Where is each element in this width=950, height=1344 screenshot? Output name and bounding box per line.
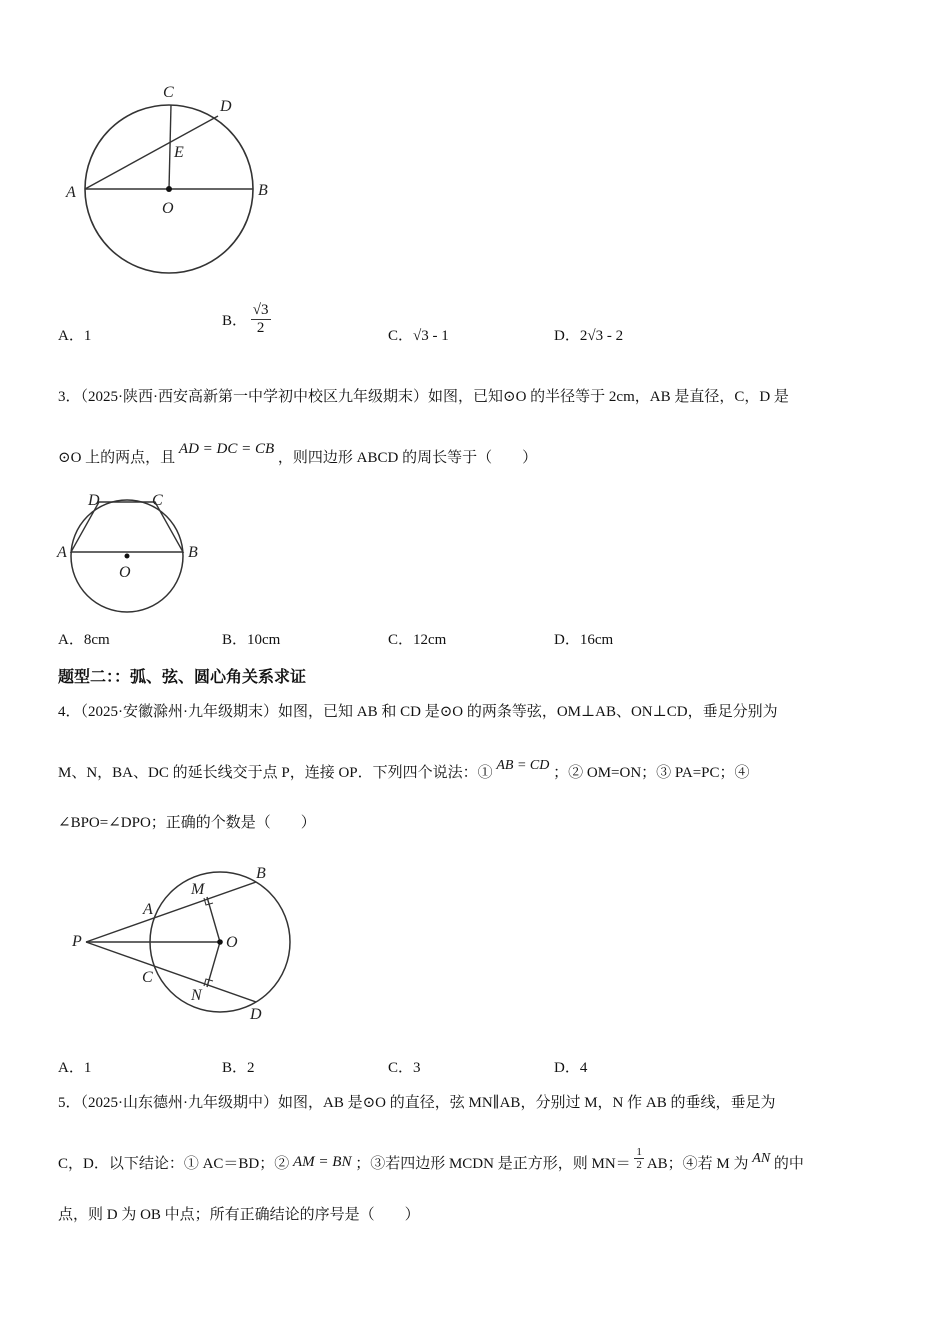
label-c: C <box>163 84 174 101</box>
q3-line1-text: 如图，已知⊙O 的半径等于 2cm，AB 是直径，C，D 是 <box>428 389 789 405</box>
fraction-numerator: 1 <box>636 1146 642 1159</box>
q4-line3 <box>58 811 316 832</box>
label-d: D <box>88 492 100 509</box>
q3-line2-a: ⊙O 上的两点，且 <box>58 450 176 466</box>
label-p: P <box>72 933 82 950</box>
q2-option-d-text: 2√3 - 2 <box>579 328 624 344</box>
label-b: B <box>258 182 268 199</box>
label-e: E <box>174 144 184 161</box>
q5-line1-text: 如图，AB 是⊙O 的直径，弦 MN∥AB，分别过 M，N 作 AB 的垂线，垂足为 <box>278 1095 776 1111</box>
fraction-denominator: 2 <box>636 1159 642 1172</box>
segment-oc <box>169 105 171 189</box>
q3-arc-expression: AD = DC = CB <box>178 441 275 457</box>
q3-line2-b: ，则四边形 ABCD 的周长等于（ ） <box>277 450 538 466</box>
q2-option-c <box>388 324 449 345</box>
q4-option-b-prefix: B． <box>222 1060 248 1076</box>
q4-option-a-prefix: A． <box>58 1060 84 1076</box>
q4-line2 <box>58 758 750 782</box>
q3-option-a-text: 8cm <box>83 632 110 648</box>
q4-option-b-text: 2 <box>247 1060 255 1076</box>
q5-arc-an: AN <box>752 1151 771 1166</box>
q4-option-c <box>388 1056 421 1077</box>
q4-option-a-text: 1 <box>83 1060 92 1076</box>
q3-line2 <box>58 441 538 467</box>
q5-line2-d: 的中 <box>773 1156 804 1172</box>
q4-arc-expression: AB = CD <box>496 758 550 773</box>
q4-line1 <box>58 700 778 721</box>
q5-line1 <box>58 1091 775 1112</box>
q3-option-b-text: 10cm <box>247 632 281 648</box>
q4-option-b <box>222 1056 255 1077</box>
q5-arc-expression: AM = BN <box>293 1154 352 1170</box>
q4-option-d <box>554 1056 587 1077</box>
q2-option-c-prefix: C． <box>388 328 414 344</box>
q3-option-a <box>58 628 110 649</box>
figure-equal-chords <box>68 860 303 1025</box>
q3-option-b <box>222 628 280 649</box>
q4-line2-a: M、N，BA、DC 的延长线交于点 P，连接 OP．下列四个说法：① <box>58 765 493 781</box>
label-n: N <box>191 987 202 1004</box>
q3-option-b-prefix: B． <box>222 632 248 648</box>
q2-option-a-prefix: A． <box>58 328 84 344</box>
figure-quadrilateral-abcd <box>55 485 215 620</box>
label-a: A <box>66 184 76 201</box>
label-b: B <box>256 865 266 882</box>
q4-option-c-text: 3 <box>413 1060 421 1076</box>
q2-option-b-prefix: B． <box>222 313 248 329</box>
q2-option-b <box>222 302 271 337</box>
q3-option-c <box>388 628 446 649</box>
q4-number: 4． <box>58 704 81 720</box>
center-dot <box>125 554 130 559</box>
section-title: 题型二：：弧、弦、圆心角关系求证 <box>58 667 307 686</box>
label-a: A <box>57 544 67 561</box>
q4-option-a <box>58 1056 91 1077</box>
q3-option-d-text: 16cm <box>579 632 614 648</box>
q4-line2-b: ；② OM=ON；③ PA=PC；④ <box>553 765 750 781</box>
q4-source: （2025·安徽滁州·九年级期末） <box>80 704 279 720</box>
q2-option-a-text: 1 <box>83 328 92 344</box>
q3-option-c-text: 12cm <box>413 632 447 648</box>
figure-circle-aedb <box>60 75 290 285</box>
center-dot <box>166 186 172 192</box>
q5-source: （2025·山东德州·九年级期中） <box>80 1095 279 1111</box>
q4-option-c-prefix: C． <box>388 1060 414 1076</box>
label-b: B <box>188 544 198 561</box>
q3-line1 <box>58 385 789 406</box>
q4-line3-text: ∠BPO=∠DPO；正确的个数是（ ） <box>58 815 316 831</box>
q3-option-d <box>554 628 613 649</box>
q4-option-d-prefix: D． <box>554 1060 580 1076</box>
label-d: D <box>250 1006 262 1023</box>
q2-option-a <box>58 324 91 345</box>
label-c: C <box>142 969 153 986</box>
q4-option-d-text: 4 <box>579 1060 588 1076</box>
label-o: O <box>162 200 174 217</box>
q3-option-c-prefix: C． <box>388 632 414 648</box>
q2-option-d-prefix: D． <box>554 328 580 344</box>
label-a: A <box>143 901 153 918</box>
q4-line1-text: 如图，已知 AB 和 CD 是⊙O 的两条等弦，OM⊥AB、ON⊥CD，垂足分别为 <box>278 704 778 720</box>
q3-source: （2025·陕西·西安高新第一中学初中校区九年级期末） <box>80 389 429 405</box>
label-o: O <box>226 934 238 951</box>
q5-line3-text: 点，则 D 为 OB 中点；所有正确结论的序号是（ ） <box>58 1207 420 1223</box>
q5-line2 <box>58 1146 804 1177</box>
q5-line2-b: ；③若四边形 MCDN 是正方形，则 MN＝ <box>355 1156 631 1172</box>
quadrilateral-abcd <box>71 502 183 552</box>
chord-ad <box>85 116 218 189</box>
q5-fraction <box>634 1146 644 1171</box>
q2-option-d <box>554 324 623 345</box>
q3-option-a-prefix: A． <box>58 632 84 648</box>
q5-line2-a: C，D．以下结论：① AC＝BD；② <box>58 1156 290 1172</box>
q2-option-c-text: √3 - 1 <box>413 328 449 344</box>
q3-option-d-prefix: D． <box>554 632 580 648</box>
q2-option-b-fraction <box>251 302 271 337</box>
fraction-numerator: √3 <box>252 302 269 318</box>
fraction-denominator: 2 <box>256 320 265 336</box>
q5-number: 5． <box>58 1095 81 1111</box>
q5-line3 <box>58 1203 420 1224</box>
label-c: C <box>152 492 163 509</box>
label-d: D <box>220 98 232 115</box>
q5-line2-c: AB；④若 M 为 <box>646 1156 749 1172</box>
label-m: M <box>191 881 205 898</box>
q3-number: 3． <box>58 389 81 405</box>
label-o: O <box>119 564 131 581</box>
center-dot <box>217 939 223 945</box>
